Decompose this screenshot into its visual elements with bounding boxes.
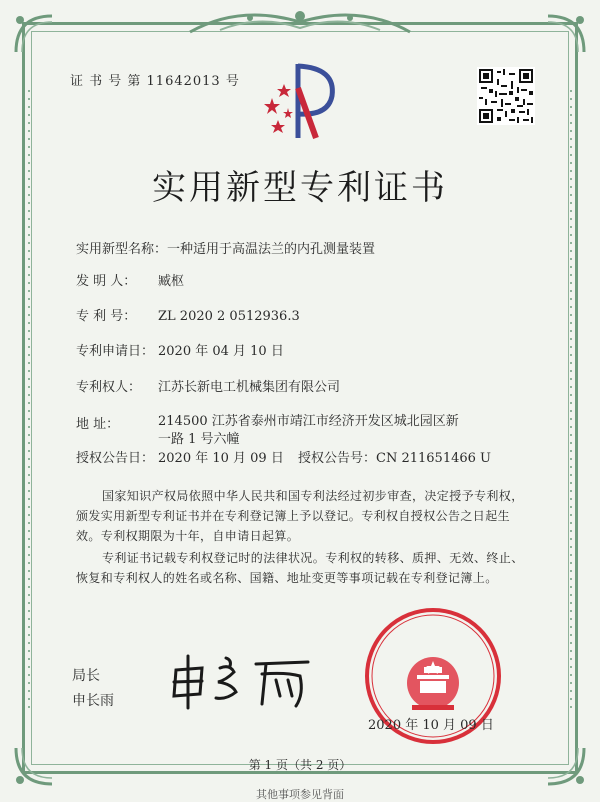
utility-model-name-row xyxy=(76,238,375,257)
patent-number-row xyxy=(76,305,300,324)
inventor-label: 发 明 人： xyxy=(76,274,137,289)
director-signature-icon xyxy=(168,650,318,712)
grant-number-value: CN 211651466 U xyxy=(376,451,491,466)
patent-number-value: ZL 2020 2 0512936.3 xyxy=(158,309,300,324)
inventor-row xyxy=(76,270,184,289)
grant-date-label: 授权公告日： xyxy=(76,451,155,466)
filing-date-label: 专利申请日： xyxy=(76,344,155,359)
certificate-title: 实用新型专利证书 xyxy=(152,168,448,208)
filing-date-row xyxy=(76,340,284,359)
corner-ornament-icon xyxy=(12,12,58,58)
patentee-row xyxy=(76,376,340,395)
seal-date: 2020 年 10 月 09 日 xyxy=(368,718,494,733)
legal-status-paragraph: 专利证书记载专利权登记时的法律状况。专利权的转移、质押、无效、终止、恢复和专利权人的姓名或名称、国籍、地址变更等事项记载在专利登记簿上。 xyxy=(76,551,524,585)
address-row xyxy=(76,413,158,432)
patentee-value: 江苏长新电工机械集团有限公司 xyxy=(158,380,341,395)
grant-info-row xyxy=(76,447,491,466)
address-label: 地 址： xyxy=(76,417,120,432)
grant-number-label: 授权公告号： xyxy=(298,451,377,466)
page-number: 第 1 页（共 2 页） xyxy=(248,758,352,772)
certificate-number: 证 书 号 第 11642013 号 xyxy=(70,74,240,89)
filing-date-value: 2020 年 04 月 10 日 xyxy=(158,344,284,359)
inventor-value: 臧枢 xyxy=(158,274,185,289)
utility-model-name-label: 实用新型名称： xyxy=(76,242,168,257)
grant-statement-paragraph: 国家知识产权局依照中华人民共和国专利法经过初步审查，决定授予专利权，颁发实用新型专利证书并在专利登记簿上予以登记。专利权自授权公告之日起生效。专利权期限为十年，自申请日起算。 xyxy=(76,489,524,543)
qr-code-icon xyxy=(477,67,535,125)
grant-date-value: 2020 年 10 月 09 日 xyxy=(158,451,284,466)
top-scroll-ornament-icon xyxy=(180,4,420,38)
footer-note: 其他事项参见背面 xyxy=(256,788,344,801)
patentee-label: 专利权人： xyxy=(76,380,142,395)
address-value: 214500 江苏省泰州市靖江市经济开发区城北园区新一路 1 号六幢 xyxy=(158,414,459,447)
utility-model-name-value: 一种适用于高温法兰的内孔测量装置 xyxy=(167,242,376,257)
patent-number-label: 专 利 号： xyxy=(76,309,137,324)
patent-office-logo-icon xyxy=(258,58,340,144)
director-name: 申长雨 xyxy=(72,693,114,709)
director-title: 局长 xyxy=(72,668,100,684)
corner-ornament-icon xyxy=(542,12,588,58)
